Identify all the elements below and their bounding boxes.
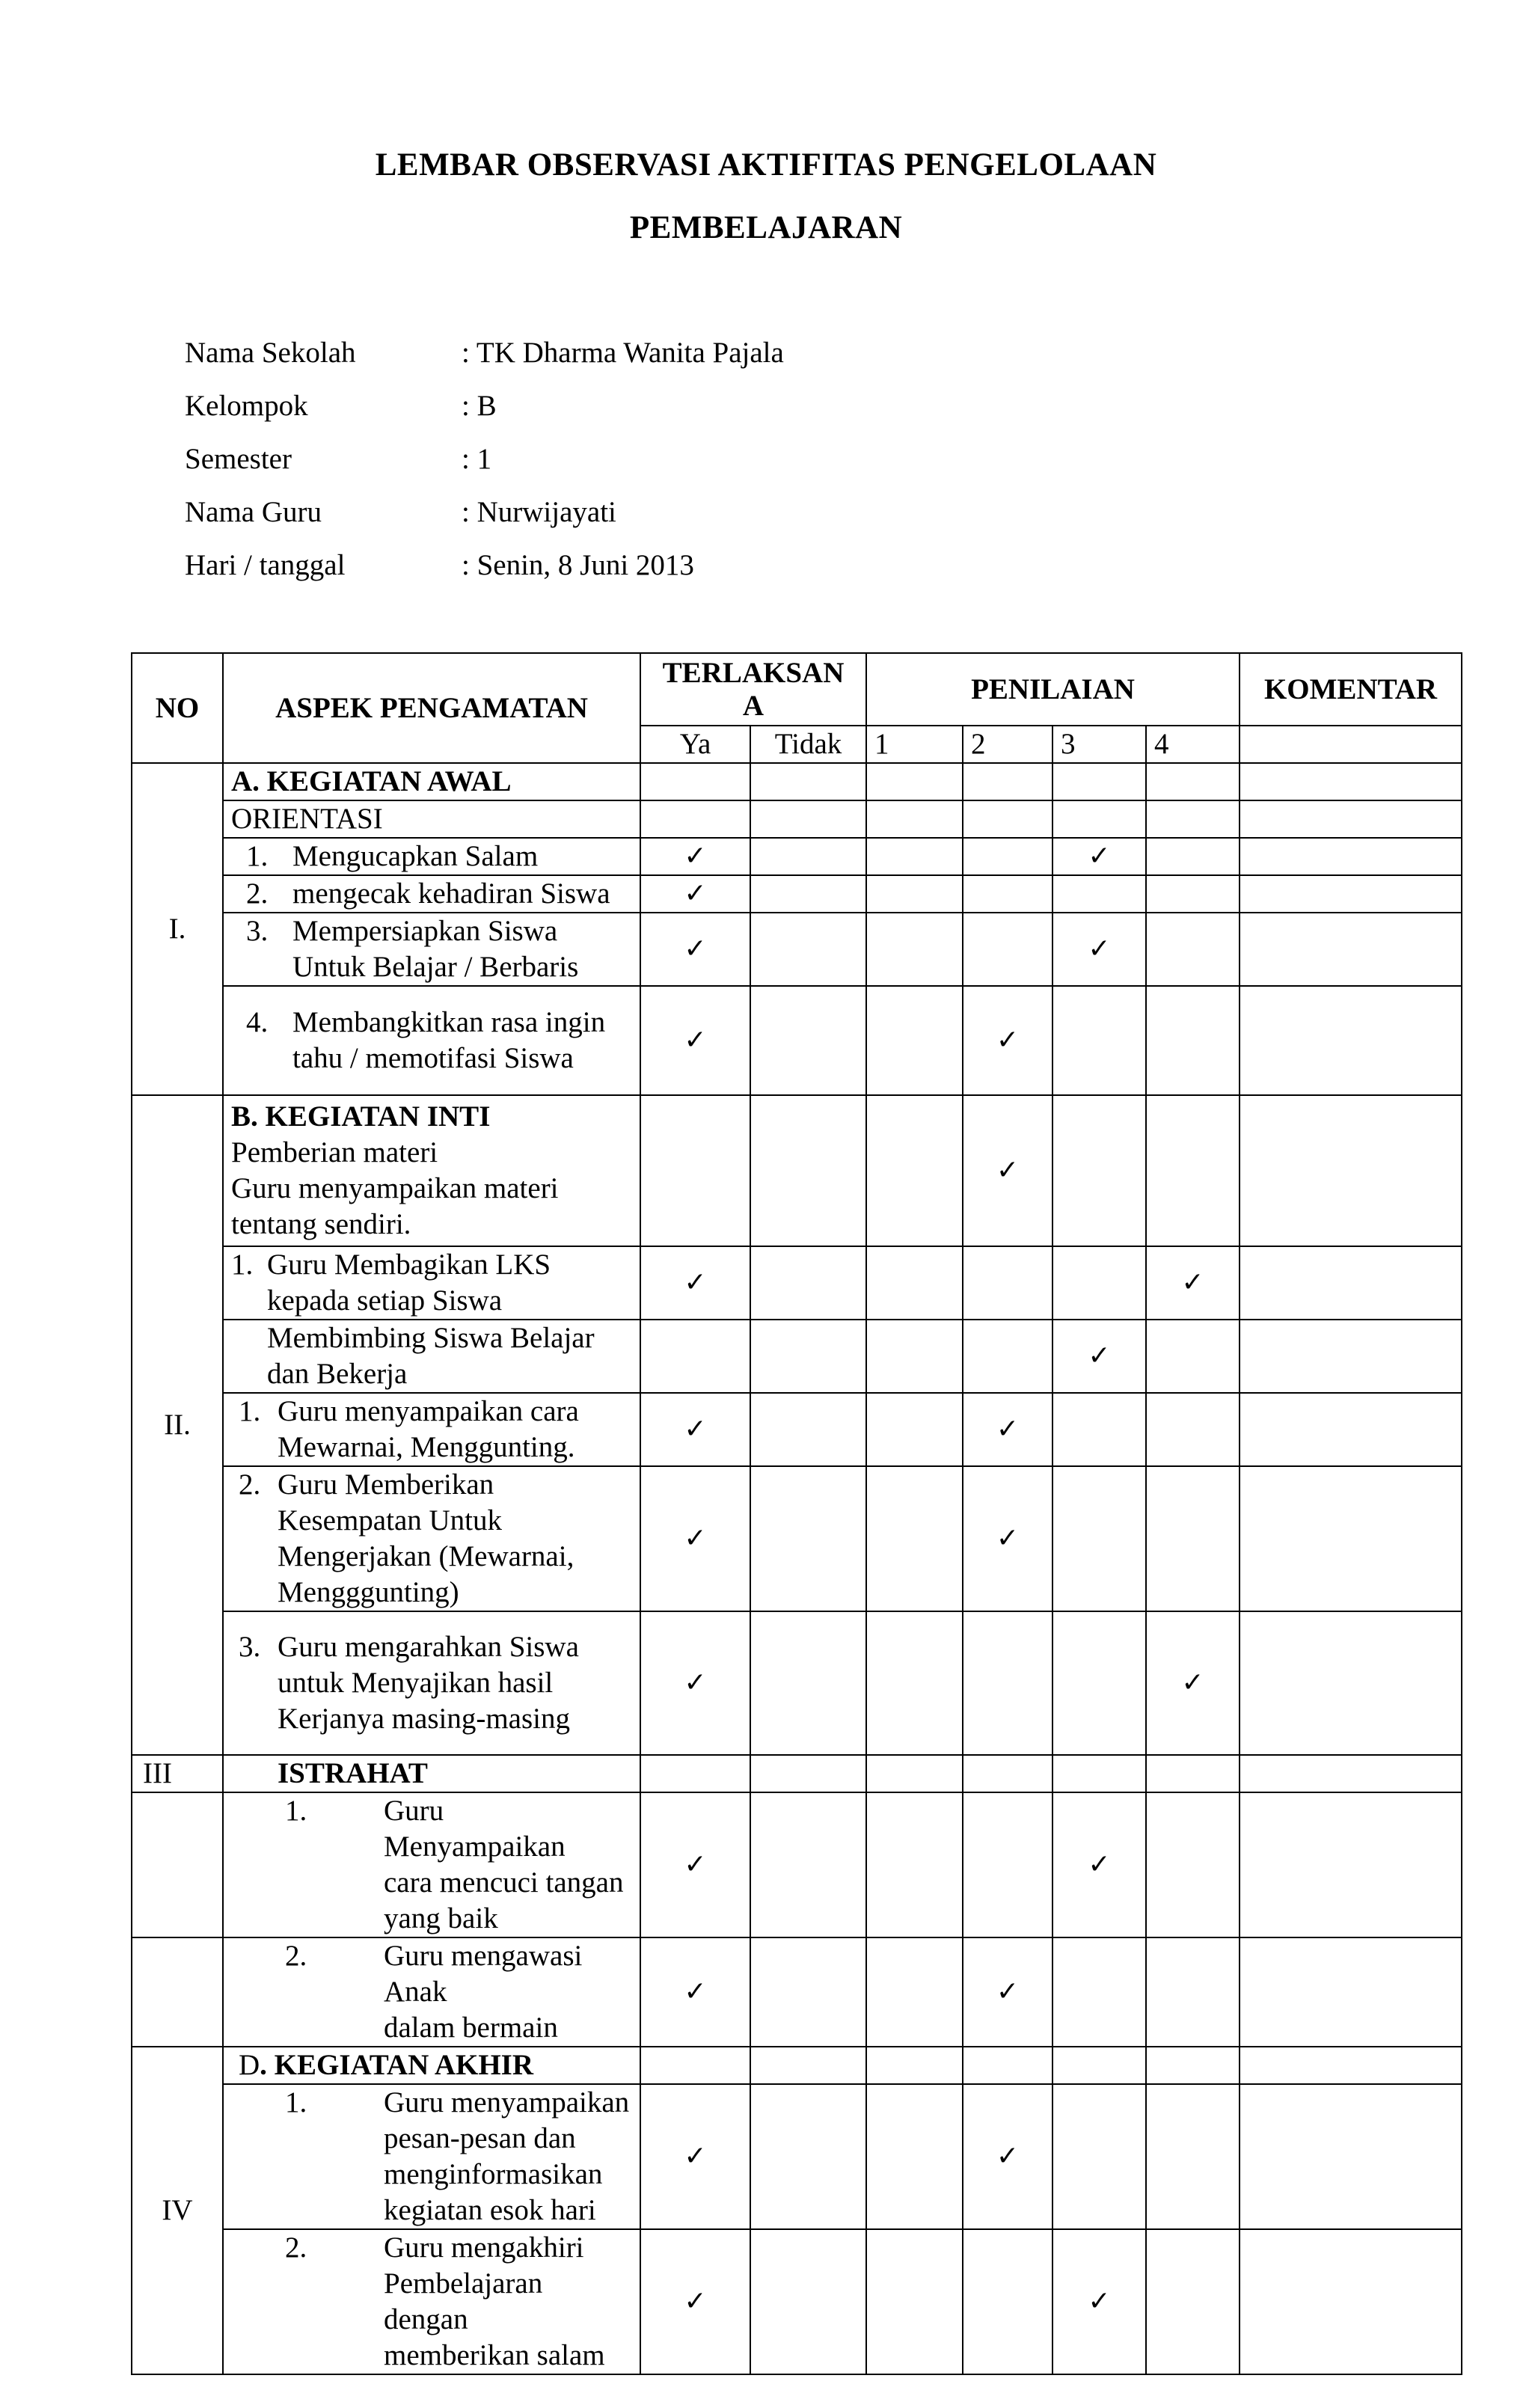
cell-score-1 <box>866 1937 963 2047</box>
section-heading-row <box>132 1755 1462 1792</box>
cell-score-2: ✓ <box>963 1466 1053 1611</box>
cell-komentar <box>1240 838 1462 875</box>
info-value: : B <box>462 390 497 422</box>
item-text-line: Mengggunting) <box>278 1576 459 1608</box>
item-text <box>384 2230 632 2374</box>
cell-score-2 <box>963 1246 1053 1320</box>
subheader-score-1: 1 <box>866 726 963 763</box>
aspect-item-cell <box>223 1466 640 1611</box>
item-text-line: Untuk Belajar / Berbaris <box>292 951 579 983</box>
item-text-line: Guru Menyampaikan <box>384 1795 566 1863</box>
empty-cell <box>1053 800 1146 838</box>
cell-ya: ✓ <box>640 1792 750 1937</box>
item-text-line: yang baik <box>384 1902 498 1934</box>
observation-table <box>131 652 1462 2375</box>
empty-cell <box>1146 1755 1240 1792</box>
empty-cell <box>750 2047 866 2084</box>
cell-tidak <box>750 2229 866 2374</box>
cell-score-2 <box>963 875 1053 913</box>
section-intro-line: Pemberian materi <box>231 1136 438 1168</box>
section-heading: A. KEGIATAN AWAL <box>223 763 640 800</box>
empty-cell <box>640 763 750 800</box>
section-heading-row <box>132 763 1462 800</box>
item-number: 1. <box>231 1249 254 1281</box>
section-number: I. <box>132 763 223 1095</box>
cell-komentar <box>1240 1095 1462 1246</box>
empty-cell <box>750 1755 866 1792</box>
cell-komentar <box>1240 1937 1462 2047</box>
cell-score-1 <box>866 2229 963 2374</box>
header-terlaksana <box>640 653 866 726</box>
item-text <box>278 1394 632 1465</box>
table-row <box>132 913 1462 986</box>
item-number: 2. <box>285 1940 307 1972</box>
cell-score-2: ✓ <box>963 2084 1053 2229</box>
empty-cell <box>866 2047 963 2084</box>
aspect-item <box>231 2230 632 2374</box>
cell-score-4 <box>1146 986 1240 1095</box>
item-number <box>231 1320 267 1392</box>
empty-cell <box>1146 763 1240 800</box>
empty-cell <box>1053 2047 1146 2084</box>
cell-tidak <box>750 1466 866 1611</box>
cell-score-3 <box>1053 1611 1146 1755</box>
empty-cell <box>1146 2047 1240 2084</box>
item-text-line: Guru menyampaikan cara <box>278 1395 579 1427</box>
info-value: : Nurwijayati <box>462 496 616 528</box>
item-text-line: Guru mengarahkan Siswa <box>278 1631 579 1663</box>
empty-cell <box>866 763 963 800</box>
item-text-line: Mewarnai, Menggunting. <box>278 1431 575 1463</box>
item-number: 4. <box>246 1006 269 1038</box>
item-text <box>292 913 632 985</box>
cell-komentar <box>1240 986 1462 1095</box>
cell-score-3 <box>1053 1095 1146 1246</box>
cell-tidak <box>750 1095 866 1246</box>
aspect-item-cell <box>223 1320 640 1393</box>
aspect-item-cell <box>223 913 640 986</box>
cell-score-2: ✓ <box>963 1393 1053 1466</box>
cell-score-1 <box>866 875 963 913</box>
cell-tidak <box>750 838 866 875</box>
cell-score-1 <box>866 1466 963 1611</box>
cell-komentar <box>1240 2084 1462 2229</box>
cell-ya: ✓ <box>640 2084 750 2229</box>
info-row-date <box>185 539 784 592</box>
empty-cell <box>1146 800 1240 838</box>
table-row <box>132 838 1462 875</box>
table-row <box>132 2229 1462 2374</box>
item-text <box>267 1247 632 1319</box>
cell-tidak <box>750 1320 866 1393</box>
cell-komentar <box>1240 1466 1462 1611</box>
cell-score-1 <box>866 913 963 986</box>
cell-ya <box>640 1095 750 1246</box>
empty-cell <box>1053 1755 1146 1792</box>
item-text <box>384 1793 632 1937</box>
document-title-line-2: PEMBELAJARAN <box>629 210 903 245</box>
table-row <box>132 1466 1462 1611</box>
cell-score-2: ✓ <box>963 986 1053 1095</box>
aspect-item-cell <box>223 986 640 1095</box>
cell-score-4 <box>1146 1937 1240 2047</box>
cell-score-3 <box>1053 1937 1146 2047</box>
cell-score-1 <box>866 838 963 875</box>
section-number: III <box>132 1755 223 1792</box>
cell-ya: ✓ <box>640 875 750 913</box>
empty-cell <box>1240 800 1462 838</box>
cell-score-3 <box>1053 875 1146 913</box>
item-number: 1. <box>246 840 269 872</box>
item-text-line: pesan-pesan dan <box>384 2122 576 2154</box>
cell-score-1 <box>866 1792 963 1937</box>
item-text <box>278 1629 632 1737</box>
cell-score-3: ✓ <box>1053 913 1146 986</box>
item-text-line: mengecak kehadiran Siswa <box>292 877 610 910</box>
item-text-line: Guru Memberikan <box>278 1468 494 1501</box>
info-row-teacher <box>185 485 784 539</box>
document-title-line-1: LEMBAR OBSERVASI AKTIFITAS PENGELOLAAN <box>375 147 1157 183</box>
subheader-score-2: 2 <box>963 726 1053 763</box>
item-number: 1. <box>285 2086 307 2119</box>
cell-tidak <box>750 986 866 1095</box>
cell-komentar <box>1240 913 1462 986</box>
aspect-item <box>231 876 632 912</box>
item-text <box>292 839 632 874</box>
cell-score-4 <box>1146 875 1240 913</box>
item-text-line: Kesempatan Untuk <box>278 1504 503 1537</box>
cell-score-1 <box>866 2084 963 2229</box>
item-number: 3. <box>246 915 269 947</box>
aspect-item-cell <box>223 2084 640 2229</box>
cell-score-3 <box>1053 1246 1146 1320</box>
cell-ya: ✓ <box>640 1937 750 2047</box>
info-label: Nama Sekolah <box>185 337 356 369</box>
info-label: Nama Guru <box>185 496 322 528</box>
section-intro-line: Guru menyampaikan materi <box>231 1172 559 1204</box>
aspect-item <box>231 913 632 985</box>
cell-ya: ✓ <box>640 838 750 875</box>
cell-score-1 <box>866 1246 963 1320</box>
cell-score-1 <box>866 1611 963 1755</box>
header-no: NO <box>132 653 223 763</box>
cell-score-2 <box>963 1611 1053 1755</box>
header-penilaian: PENILAIAN <box>866 653 1240 726</box>
aspect-item <box>231 1394 632 1465</box>
info-row-group <box>185 379 784 432</box>
cell-tidak <box>750 913 866 986</box>
table-row <box>132 1792 1462 1937</box>
item-text-line: Mempersiapkan Siswa <box>292 915 558 947</box>
section-heading-row <box>132 1095 1462 1246</box>
empty-cell <box>1240 2047 1462 2084</box>
cell-score-3: ✓ <box>1053 1320 1146 1393</box>
cell-score-3 <box>1053 2084 1146 2229</box>
table-row <box>132 1611 1462 1755</box>
section-heading: ISTRAHAT <box>223 1755 640 1792</box>
header-terlaksana-line-1: TERLAKSAN <box>662 656 845 689</box>
aspect-item-cell <box>223 1611 640 1755</box>
cell-score-4 <box>1146 913 1240 986</box>
cell-tidak <box>750 1937 866 2047</box>
cell-tidak <box>750 875 866 913</box>
table-row <box>132 1246 1462 1320</box>
aspect-item-cell <box>223 1246 640 1320</box>
table-row <box>132 1320 1462 1393</box>
cell-score-3 <box>1053 1466 1146 1611</box>
item-text <box>292 1005 632 1076</box>
item-text-line: Guru Membagikan LKS <box>267 1249 551 1281</box>
empty-no-cell <box>132 1792 223 1937</box>
table-row <box>132 986 1462 1095</box>
cell-score-1 <box>866 1095 963 1246</box>
cell-tidak <box>750 1792 866 1937</box>
aspect-item-cell <box>223 875 640 913</box>
item-text-line: menginformasikan <box>384 2158 603 2190</box>
item-text <box>384 1938 632 2046</box>
cell-tidak <box>750 1611 866 1755</box>
item-text <box>292 876 632 912</box>
item-text <box>267 1320 632 1392</box>
aspect-item <box>231 1247 632 1319</box>
cell-score-2 <box>963 1320 1053 1393</box>
cell-score-4 <box>1146 1792 1240 1937</box>
cell-score-1 <box>866 1320 963 1393</box>
item-text-line: kegiatan esok hari <box>384 2194 596 2226</box>
cell-komentar <box>1240 1320 1462 1393</box>
info-label: Kelompok <box>185 390 308 422</box>
item-text-line: untuk Menyajikan hasil <box>278 1667 554 1699</box>
section-intro-line: tentang sendiri. <box>231 1208 411 1240</box>
empty-cell <box>640 800 750 838</box>
section-heading-prefix: D <box>239 2049 260 2081</box>
cell-komentar <box>1240 1792 1462 1937</box>
section-number: IV <box>132 2047 223 2374</box>
subheader-score-3: 3 <box>1053 726 1146 763</box>
item-text-line: Kerjanya masing-masing <box>278 1703 570 1735</box>
cell-ya: ✓ <box>640 2229 750 2374</box>
empty-cell <box>866 1755 963 1792</box>
cell-ya <box>640 1320 750 1393</box>
cell-score-1 <box>866 1393 963 1466</box>
section-intro-cell <box>223 1095 640 1246</box>
cell-score-3: ✓ <box>1053 2229 1146 2374</box>
aspect-item-cell <box>223 838 640 875</box>
item-number: 2. <box>246 877 269 910</box>
aspect-item-cell <box>223 2229 640 2374</box>
table-body <box>132 763 1462 2374</box>
subheader-komentar <box>1240 726 1462 763</box>
cell-ya: ✓ <box>640 1466 750 1611</box>
cell-score-2 <box>963 1792 1053 1937</box>
empty-cell <box>1240 1755 1462 1792</box>
item-text-line: Membimbing Siswa Belajar <box>267 1322 595 1354</box>
empty-cell <box>750 763 866 800</box>
section-subheading-row <box>132 800 1462 838</box>
aspect-item <box>231 839 632 874</box>
cell-ya: ✓ <box>640 1611 750 1755</box>
cell-score-4: ✓ <box>1146 1246 1240 1320</box>
info-label: Hari / tanggal <box>185 549 346 581</box>
info-row-semester <box>185 432 784 485</box>
item-text <box>278 1467 632 1611</box>
cell-komentar <box>1240 1246 1462 1320</box>
aspect-item <box>231 1629 632 1737</box>
info-value: : 1 <box>462 443 492 475</box>
aspect-item <box>231 1467 632 1611</box>
section-heading: B. KEGIATAN INTI <box>231 1100 491 1133</box>
item-text-line: tahu / memotifasi Siswa <box>292 1042 574 1074</box>
item-text-line: dalam bermain <box>384 2012 558 2044</box>
table-row <box>132 875 1462 913</box>
subheader-tidak: Tidak <box>750 726 866 763</box>
cell-komentar <box>1240 1393 1462 1466</box>
cell-score-3 <box>1053 1393 1146 1466</box>
section-heading-text: . KEGIATAN AKHIR <box>260 2049 534 2081</box>
cell-score-2 <box>963 913 1053 986</box>
section-heading-row <box>132 2047 1462 2084</box>
item-text-line: Membangkitkan rasa ingin <box>292 1006 606 1038</box>
table-row <box>132 1393 1462 1466</box>
cell-score-4 <box>1146 1393 1240 1466</box>
empty-cell <box>640 2047 750 2084</box>
item-text-line: memberikan salam <box>384 2339 605 2371</box>
item-text-line: cara mencuci tangan <box>384 1866 624 1899</box>
cell-score-4 <box>1146 1095 1240 1246</box>
cell-score-4 <box>1146 2229 1240 2374</box>
aspect-item <box>231 1938 632 2046</box>
cell-score-3 <box>1053 986 1146 1095</box>
item-text-line: kepada setiap Siswa <box>267 1284 503 1317</box>
item-text <box>384 2085 632 2228</box>
cell-tidak <box>750 1393 866 1466</box>
aspect-item <box>231 2085 632 2228</box>
cell-komentar <box>1240 875 1462 913</box>
cell-score-4 <box>1146 1466 1240 1611</box>
empty-cell <box>963 1755 1053 1792</box>
cell-ya: ✓ <box>640 913 750 986</box>
cell-tidak <box>750 1246 866 1320</box>
cell-score-2: ✓ <box>963 1095 1053 1246</box>
item-number: 2. <box>285 2231 307 2264</box>
item-number: 1. <box>285 1795 307 1827</box>
empty-cell <box>750 800 866 838</box>
cell-score-2 <box>963 2229 1053 2374</box>
cell-score-2: ✓ <box>963 1937 1053 2047</box>
info-row-school <box>185 326 784 379</box>
subheader-score-4: 4 <box>1146 726 1240 763</box>
cell-score-4: ✓ <box>1146 1611 1240 1755</box>
section-subheading: ORIENTASI <box>223 800 640 838</box>
info-label: Semester <box>185 443 292 475</box>
item-text-line: Guru mengawasi Anak <box>384 1940 583 2008</box>
table-row <box>132 2084 1462 2229</box>
empty-cell <box>1053 763 1146 800</box>
subheader-ya: Ya <box>640 726 750 763</box>
item-number: 3. <box>239 1631 261 1663</box>
info-block <box>185 326 784 592</box>
cell-ya: ✓ <box>640 986 750 1095</box>
cell-score-3: ✓ <box>1053 1792 1146 1937</box>
section-number: II. <box>132 1095 223 1755</box>
empty-cell <box>640 1755 750 1792</box>
item-text-line: Mengerjakan (Mewarnai, <box>278 1540 574 1572</box>
info-value: : TK Dharma Wanita Pajala <box>462 337 784 369</box>
item-number: 2. <box>239 1468 261 1501</box>
empty-cell <box>963 2047 1053 2084</box>
cell-score-4 <box>1146 838 1240 875</box>
info-value: : Senin, 8 Juni 2013 <box>462 549 694 581</box>
empty-cell <box>1240 763 1462 800</box>
empty-cell <box>963 800 1053 838</box>
section-heading <box>223 2047 640 2084</box>
cell-score-3: ✓ <box>1053 838 1146 875</box>
cell-komentar <box>1240 1611 1462 1755</box>
cell-komentar <box>1240 2229 1462 2374</box>
aspect-item <box>231 1005 632 1076</box>
item-number: 1. <box>239 1395 261 1427</box>
aspect-item <box>231 1793 632 1937</box>
cell-ya: ✓ <box>640 1246 750 1320</box>
cell-score-2 <box>963 838 1053 875</box>
table-row <box>132 1937 1462 2047</box>
item-text-line: Mengucapkan Salam <box>292 840 539 872</box>
item-text-line: dan Bekerja <box>267 1358 408 1390</box>
cell-score-4 <box>1146 1320 1240 1393</box>
aspect-item-cell <box>223 1792 640 1937</box>
header-aspek: ASPEK PENGAMATAN <box>223 653 640 763</box>
header-terlaksana-line-2: A <box>742 689 765 722</box>
cell-tidak <box>750 2084 866 2229</box>
cell-score-1 <box>866 986 963 1095</box>
item-text-line: Guru mengakhiri <box>384 2231 584 2264</box>
item-text-line: Pembelajaran dengan <box>384 2267 543 2335</box>
cell-score-4 <box>1146 2084 1240 2229</box>
empty-cell <box>866 800 963 838</box>
aspect-item-cell <box>223 1393 640 1466</box>
item-text-line: Guru menyampaikan <box>384 2086 630 2119</box>
aspect-item <box>231 1320 632 1392</box>
empty-cell <box>963 763 1053 800</box>
cell-ya: ✓ <box>640 1393 750 1466</box>
empty-no-cell <box>132 1937 223 2047</box>
header-komentar: KOMENTAR <box>1240 653 1462 726</box>
aspect-item-cell <box>223 1937 640 2047</box>
